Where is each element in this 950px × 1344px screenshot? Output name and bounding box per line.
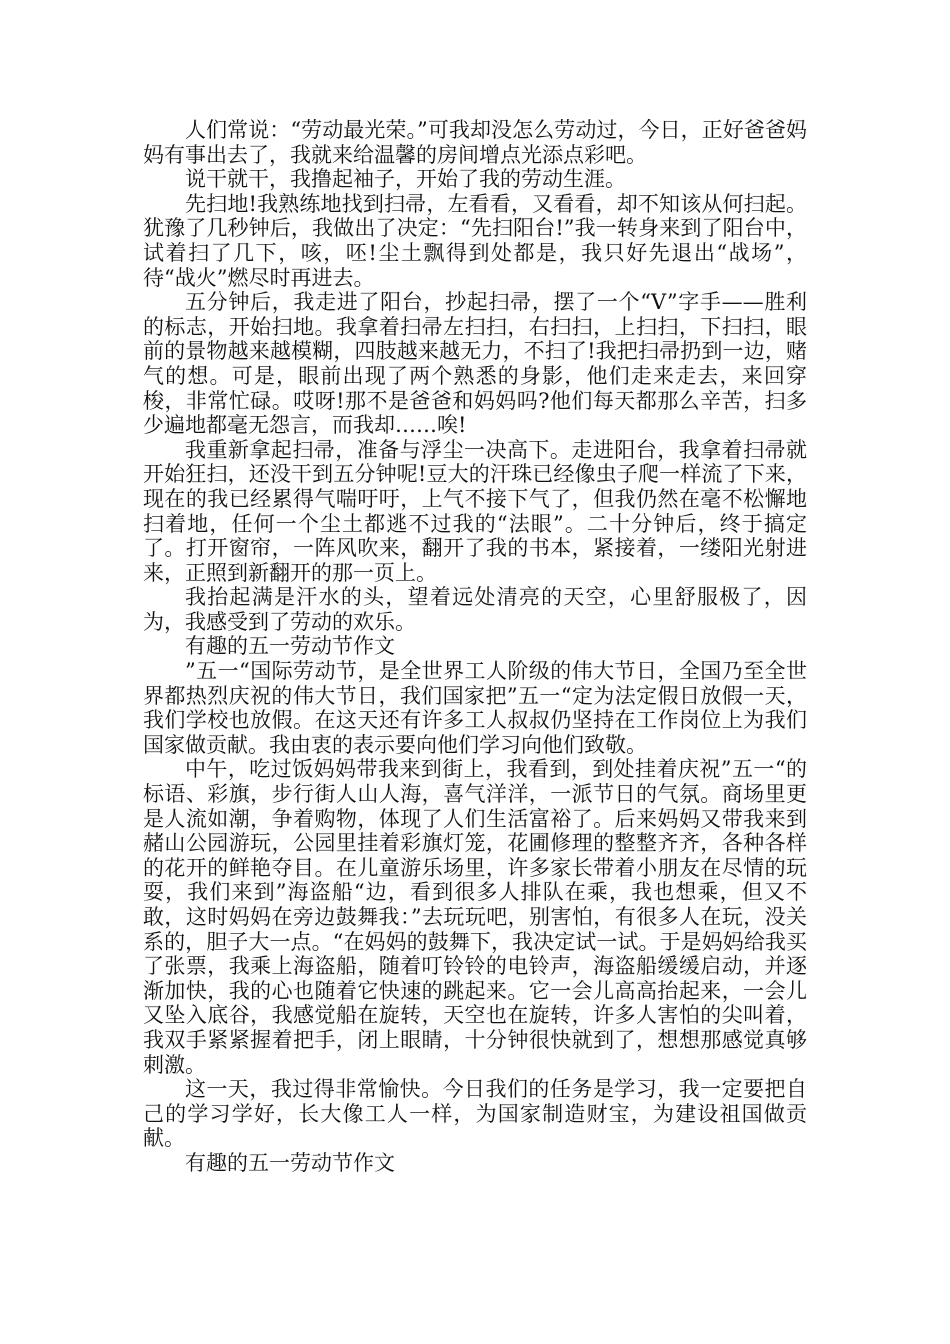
- paragraph-3: 先扫地!我熟练地找到扫帚，左看看，又看看，却不知该从何扫起。犹豫了几秒钟后，我做出了决定：“先扫阳台!”我一转身来到了阳台中，试着扫了几下，咳，呸!尘土飘得到处都是，我只好先退出“战场”，待“战火”燃尽时再进去。: [143, 191, 807, 290]
- paragraph-4: 五分钟后，我走进了阳台，抄起扫帚，摆了一个“V”字手——胜利的标志，开始扫地。我拿着扫帚左扫扫，右扫扫，上扫扫，下扫扫，眼前的景物越来越模糊，四肢越来越无力，不扫了!我把扫帚扔到一边，赌气的想。可是，眼前出现了两个熟悉的身影，他们走来走去，来回穿梭，非常忙碌。哎呀!那不是爸爸和妈妈吗?他们每天都那么辛苦，扫多少遍地都毫无怨言，而我却……唉!: [143, 290, 807, 438]
- document-body: [143, 118, 807, 1176]
- paragraph-1: 人们常说：“劳动最光荣。”可我却没怎么劳动过，今日，正好爸爸妈妈有事出去了，我就来给温馨的房间增点光添点彩吧。: [143, 118, 807, 167]
- paragraph-9: 这一天，我过得非常愉快。今日我们的任务是学习，我一定要把自己的学习学好，长大像工人一样，为国家制造财宝，为建设祖国做贡献。: [143, 1077, 807, 1151]
- paragraph-5: 我重新拿起扫帚，准备与浮尘一决高下。走进阳台，我拿着扫帚就开始狂扫，还没干到五分钟呢!豆大的汗珠已经像虫子爬一样流了下来，现在的我已经累得气喘吁吁，上气不接下气了，但我仍然在毫不松懈地扫着地，任何一个尘土都逃不过我的“法眼”。二十分钟后，终于搞定了。打开窗帘，一阵风吹来，翻开了我的书本，紧接着，一缕阳光射进来，正照到新翻开的那一页上。: [143, 437, 807, 585]
- paragraph-7: ”五一“国际劳动节，是全世界工人阶级的伟大节日，全国乃至全世界都热烈庆祝的伟大节日，我们国家把”五一“定为法定假日放假一天，我们学校也放假。在这天还有许多工人叔叔仍坚持在工作岗位上为我们国家做贡献。我由衷的表示要向他们学习向他们致敬。: [143, 659, 807, 757]
- paragraph-6: 我抬起满是汗水的头，望着远处清亮的天空，心里舒服极了，因为，我感受到了劳动的欢乐。: [143, 585, 807, 634]
- paragraph-2: 说干就干，我撸起袖子，开始了我的劳动生涯。: [185, 167, 626, 192]
- paragraph-8: 中午，吃过饭妈妈带我来到街上，我看到，到处挂着庆祝”五一“的标语、彩旗，步行街人山人海，喜气洋洋，一派节日的气氛。商场里更是人流如潮，争着购物，体现了人们生活富裕了。后来妈妈又带我来到赭山公园游玩，公园里挂着彩旗灯笼，花圃修理的整整齐齐，各种各样的花开的鲜艳夺目。在儿童游乐场里，许多家长带着小朋友在尽情的玩耍，我们来到”海盗船“边，看到很多人排队在乘，我也想乘，但又不敢，这时妈妈在旁边鼓舞我：”去玩玩吧，别害怕，有很多人在玩，没关系的，胆子大一点。“在妈妈的鼓舞下，我决定试一试。于是妈妈给我买了张票，我乘上海盗船，随着叮铃铃的电铃声，海盗船缓缓启动，并逐渐加快，我的心也随着它快速的跳起来。它一会儿高高抬起来，一会儿又坠入底谷，我感觉船在旋转，天空也在旋转，许多人害怕的尖叫着，我双手紧紧握着把手，闭上眼睛，十分钟很快就到了，想想那感觉真够刺激。: [143, 757, 807, 1077]
- section-heading: 有趣的五一劳动节作文: [185, 634, 395, 659]
- section-heading: 有趣的五一劳动节作文: [185, 1150, 395, 1175]
